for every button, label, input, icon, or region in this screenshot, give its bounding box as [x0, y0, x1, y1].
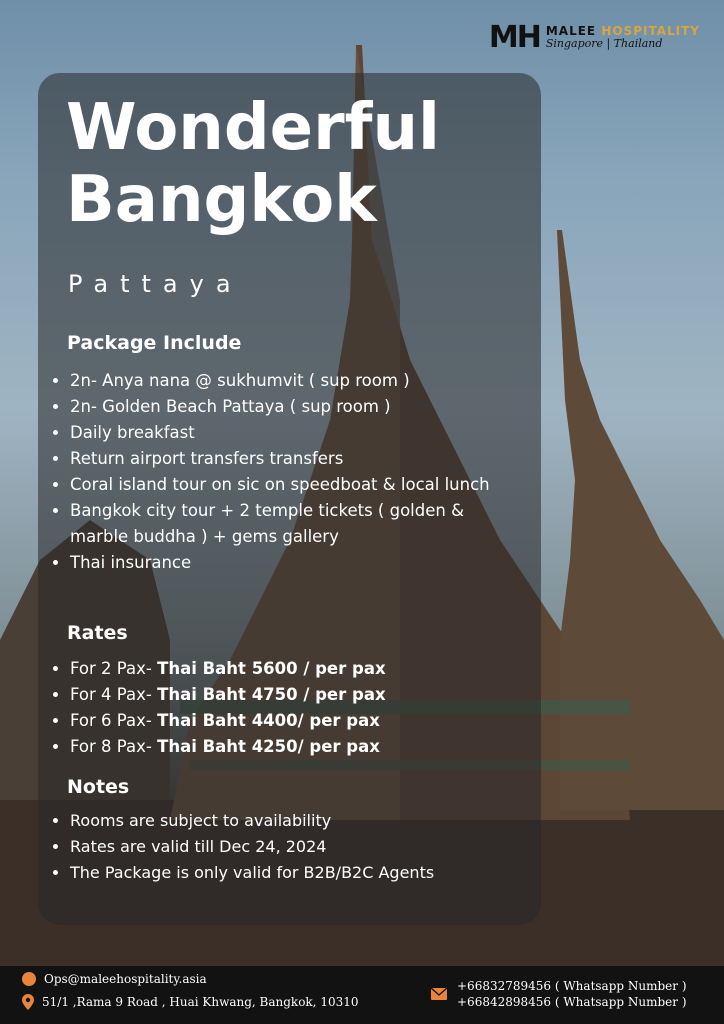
rate-price: Thai Baht 4250/ per pax — [157, 737, 380, 756]
rate-label: For 4 Pax- — [70, 685, 158, 704]
list-item: • The Package is only valid for B2B/B2C Agents — [70, 860, 520, 886]
list-item: • Rooms are subject to availability — [70, 808, 520, 834]
rate-item — [70, 734, 510, 760]
footer-phone-2[interactable]: +66842898456 ( Whatsapp Number ) — [457, 995, 687, 1009]
mail-icon — [431, 988, 447, 1000]
title-line-1: Wonderful — [66, 91, 440, 165]
rate-label: For 2 Pax- — [70, 659, 158, 678]
footer-address: 51/1 ,Rama 9 Road , Huai Khwang, Bangkok, 10310 — [42, 995, 359, 1009]
notes-list — [50, 808, 520, 886]
rate-price: Thai Baht 4750 / per pax — [157, 685, 386, 704]
list-item: • Thai insurance — [70, 550, 510, 576]
rate-label: For 6 Pax- — [70, 711, 158, 730]
list-item: • 2n- Anya nana @ sukhumvit ( sup room ) — [70, 368, 510, 394]
footer-email-row — [22, 972, 207, 986]
rate-price: Thai Baht 4400/ per pax — [157, 711, 380, 730]
list-item: • Bangkok city tour + 2 temple tickets ( golden & marble buddha ) + gems gallery — [70, 498, 510, 550]
footer-email[interactable]: Ops@maleehospitality.asia — [44, 972, 207, 986]
page-subtitle: Pattaya — [68, 270, 243, 298]
title-line-2: Bangkok — [66, 163, 377, 237]
rates-list — [50, 656, 510, 760]
list-item: • 2n- Golden Beach Pattaya ( sup room ) — [70, 394, 510, 420]
rates-heading: Rates — [67, 622, 128, 644]
logo-name-part2: HOSPITALITY — [601, 24, 700, 39]
rate-item — [70, 682, 510, 708]
list-item: • Daily breakfast — [70, 420, 510, 446]
location-pin-icon — [22, 994, 34, 1010]
rate-label: For 8 Pax- — [70, 737, 158, 756]
logo-name-part1: MALEE — [545, 24, 597, 39]
rate-price: Thai Baht 5600 / per pax — [157, 659, 386, 678]
package-list — [50, 368, 510, 576]
rate-item — [70, 656, 510, 682]
notes-heading: Notes — [67, 776, 130, 798]
package-heading: Package Include — [67, 332, 242, 354]
list-item: • Rates are valid till Dec 24, 2024 — [70, 834, 520, 860]
logo-text — [546, 25, 700, 49]
brand-logo — [489, 20, 700, 55]
list-item: • Return airport transfers transfers — [70, 446, 510, 472]
logo-mark: MH — [488, 20, 540, 55]
footer-address-row — [22, 994, 359, 1010]
globe-icon — [22, 972, 36, 986]
footer-phones — [457, 978, 687, 1010]
logo-subtitle: Singapore | Thailand — [545, 37, 663, 51]
page-title — [66, 92, 440, 236]
list-item: • Coral island tour on sic on speedboat & local lunch — [70, 472, 510, 498]
footer-phone-1[interactable]: +66832789456 ( Whatsapp Number ) — [457, 979, 687, 993]
rate-item — [70, 708, 510, 734]
